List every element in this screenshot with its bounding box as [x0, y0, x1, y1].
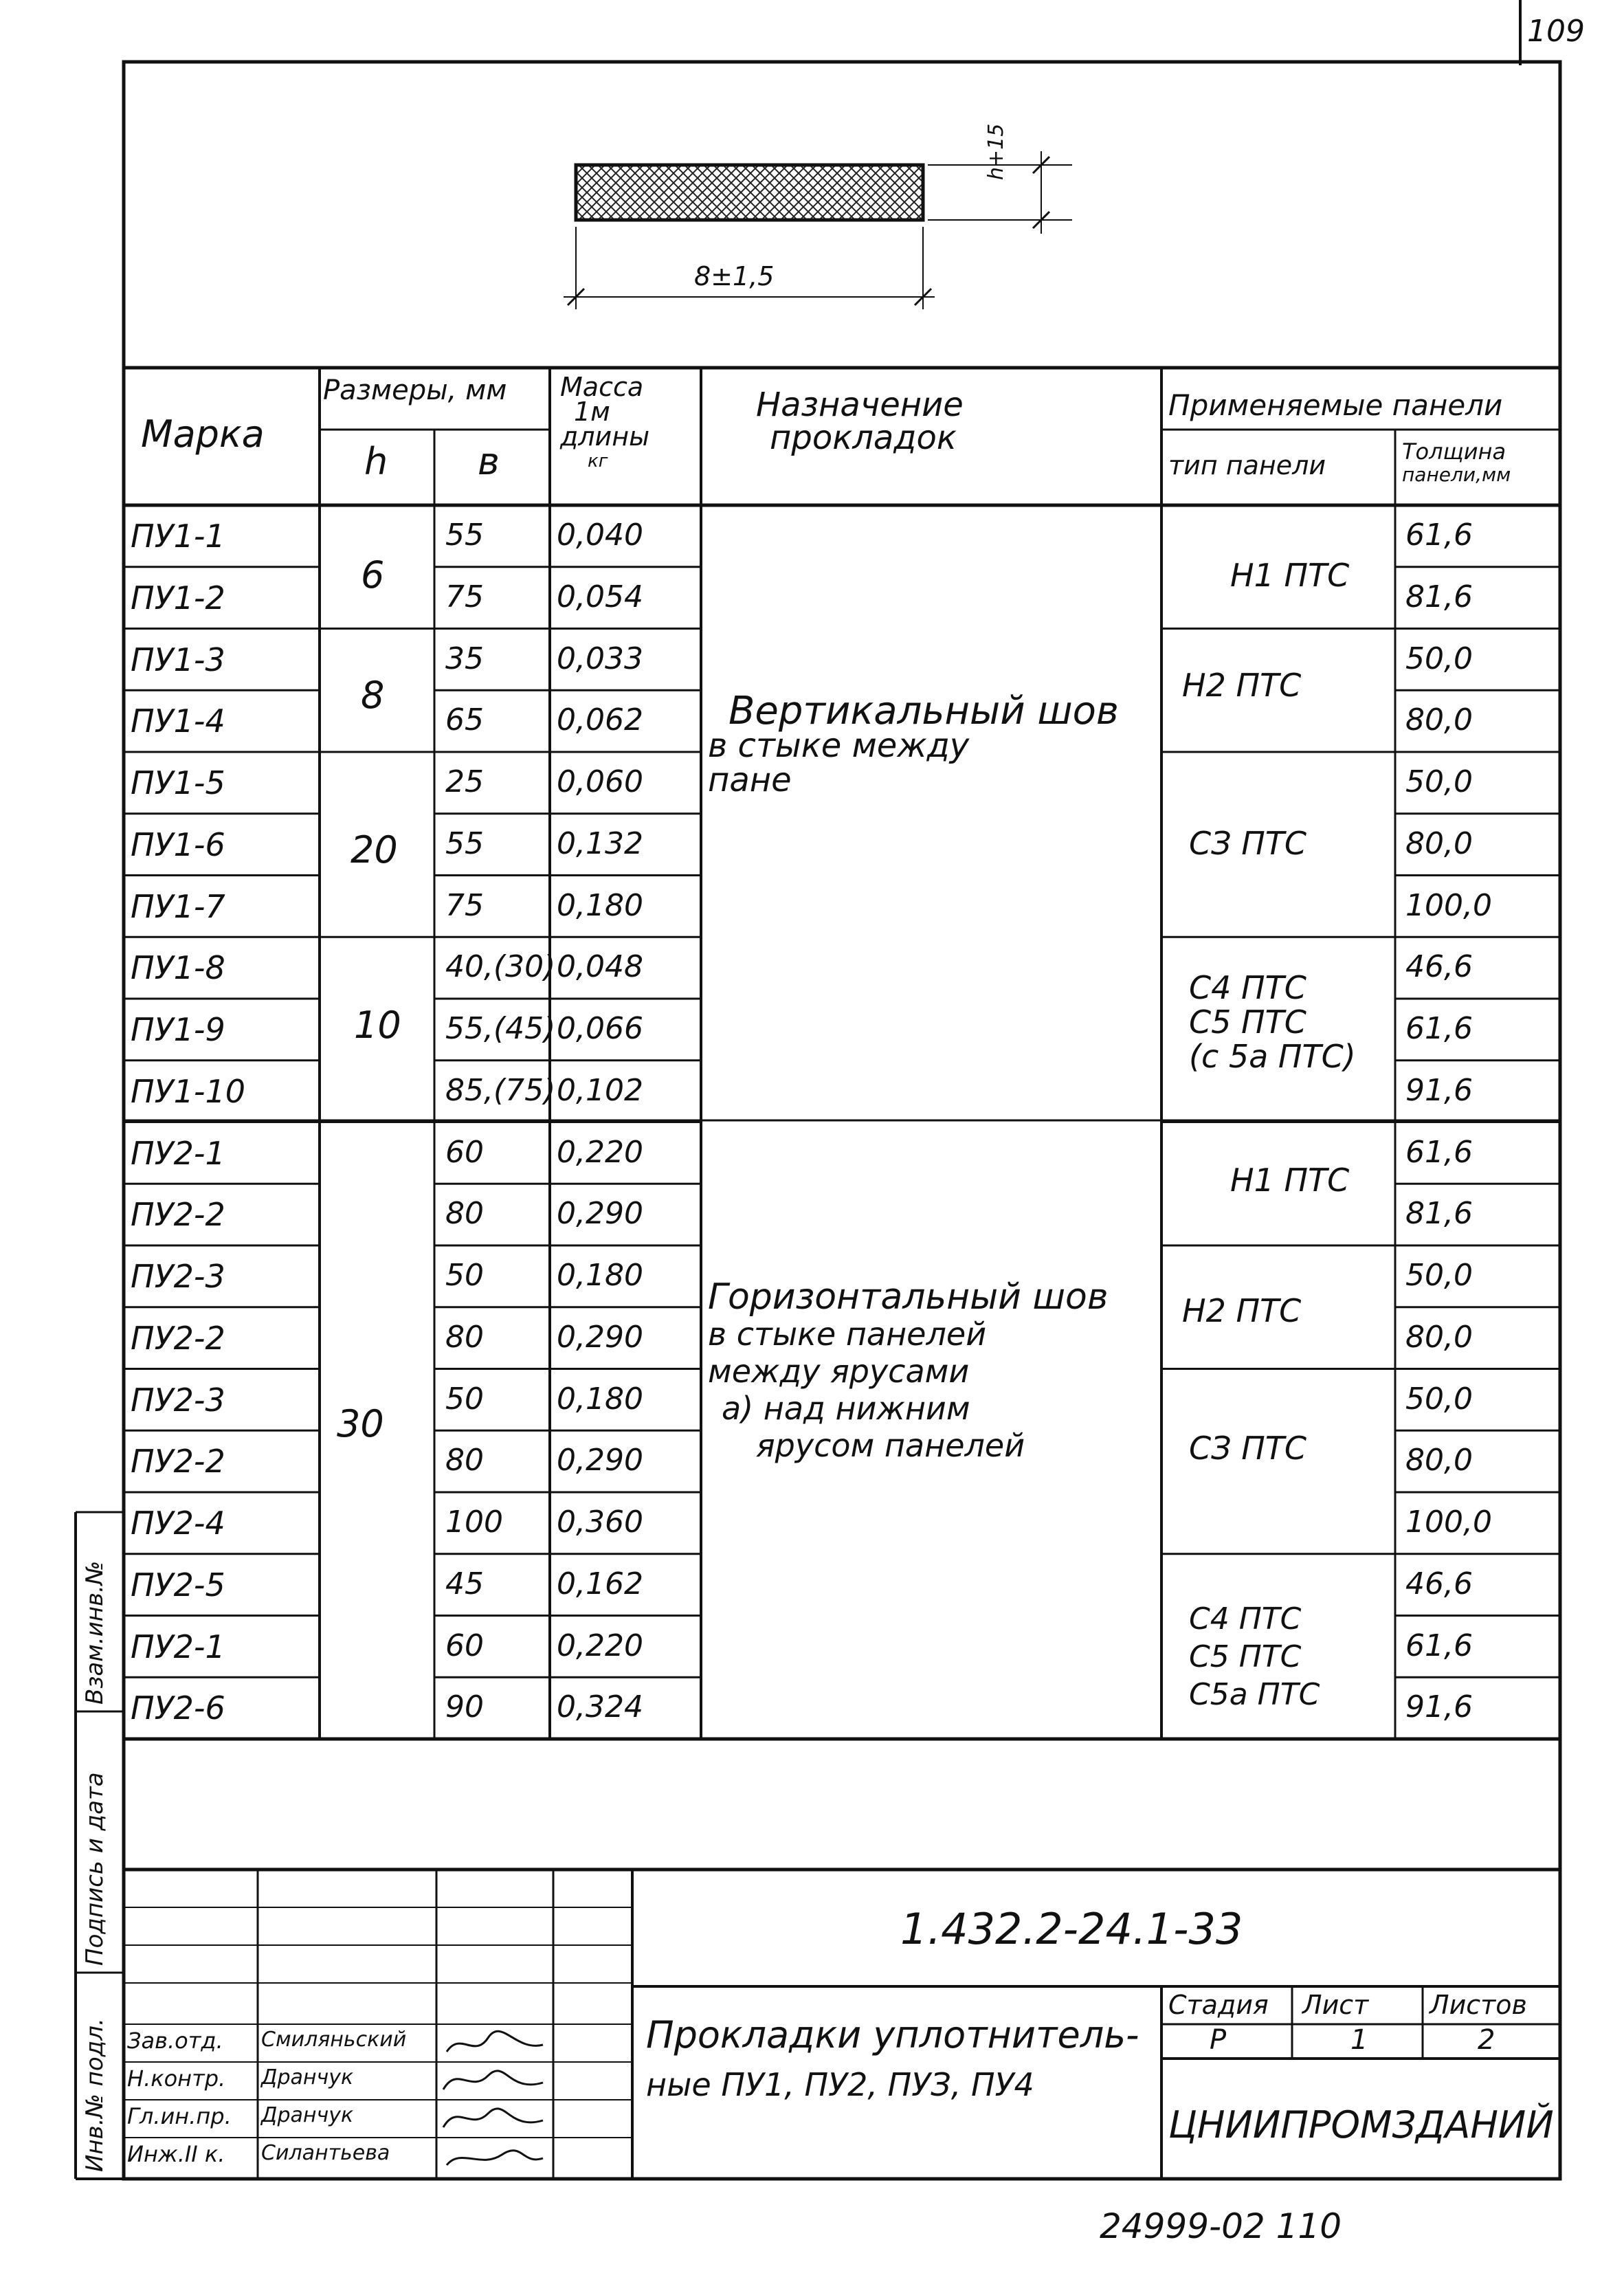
stamp-name-2: Дранчук [261, 2065, 354, 2089]
purpose-horizontal-line1: Горизонтальный шов [708, 1276, 1109, 1318]
row-thickness: 46,6 [1405, 1566, 1473, 1601]
row-mark: ПУ1-4 [131, 702, 225, 740]
row-width: 55 [445, 825, 484, 861]
panel-type-8: Н2 ПТС [1182, 1292, 1302, 1329]
row-width: 50 [445, 1258, 484, 1293]
header-b: в [478, 440, 500, 483]
row-mark: ПУ2-4 [131, 1505, 225, 1542]
row-thickness: 61,6 [1405, 1011, 1473, 1046]
purpose-horizontal-line2: в стыке панелей [708, 1316, 987, 1353]
row-thickness: 50,0 [1405, 1381, 1473, 1417]
panel-type-2: Н2 ПТС [1182, 667, 1302, 704]
stamp-name-4: Силантьева [261, 2141, 390, 2165]
row-width: 60 [445, 1628, 484, 1663]
header-mass-line2: 1м [574, 397, 610, 427]
header-mass-line4: кг [588, 451, 608, 472]
purpose-vertical-line1: Вертикальный шов [728, 689, 1119, 733]
row-width: 80 [445, 1196, 484, 1232]
row-thickness: 50,0 [1405, 1258, 1473, 1293]
row-mark: ПУ1-9 [131, 1011, 225, 1048]
row-width: 100 [445, 1505, 503, 1540]
row-mass: 0,033 [557, 641, 643, 676]
row-mark: ПУ2-1 [131, 1134, 225, 1172]
stamp-role-2: Н.контр. [127, 2065, 226, 2092]
purpose-vertical-line3: пане [708, 761, 792, 799]
row-mass: 0,062 [557, 702, 643, 738]
panel-type-11: С5 ПТС [1189, 1639, 1302, 1674]
row-mass: 0,180 [557, 1381, 643, 1417]
h-group-1: 6 [361, 553, 385, 597]
purpose-horizontal-line3: между ярусами [708, 1353, 970, 1390]
doc-title [646, 2010, 1139, 2109]
row-mark: ПУ1-6 [131, 825, 225, 863]
panel-type-10: С4 ПТС [1189, 1601, 1302, 1637]
header-purpose [756, 386, 964, 457]
panel-type-9: СЗ ПТС [1189, 1430, 1307, 1467]
stamp-role-1: Зав.отд. [127, 2028, 223, 2054]
header-mass-line1: Масса [560, 372, 644, 402]
row-mark: ПУ1-5 [131, 764, 225, 801]
row-thickness: 50,0 [1405, 764, 1473, 799]
row-mass: 0,102 [557, 1072, 643, 1108]
row-thickness: 46,6 [1405, 949, 1473, 985]
sheet-label: Лист [1302, 1990, 1369, 2020]
row-thickness: 80,0 [1405, 1443, 1473, 1478]
row-width: 80 [445, 1443, 484, 1478]
stage-value: Р [1210, 2024, 1227, 2056]
row-width: 90 [445, 1689, 484, 1725]
purpose-horizontal [708, 1278, 1109, 1464]
row-mass: 0,162 [557, 1566, 643, 1601]
row-width: 25 [445, 764, 484, 799]
row-width: 40,(30) [445, 949, 556, 985]
row-mass: 0,132 [557, 825, 643, 861]
side-label-sign: Подпись и дата [81, 1772, 109, 1966]
side-label-inv: Инв.№ подл. [81, 2018, 109, 2172]
row-width: 35 [445, 641, 484, 676]
panel-type-1: Н1 ПТС [1230, 557, 1350, 594]
signatures [440, 2024, 553, 2179]
row-mass: 0,290 [557, 1319, 643, 1355]
dimension-height-label: h+15 [984, 123, 1008, 180]
row-thickness: 100,0 [1405, 1505, 1492, 1540]
row-thickness: 80,0 [1405, 1319, 1473, 1355]
row-width: 45 [445, 1566, 484, 1601]
row-mark: ПУ2-2 [131, 1196, 225, 1234]
purpose-vertical [708, 689, 1119, 799]
row-mass: 0,324 [557, 1689, 643, 1725]
row-mass: 0,066 [557, 1011, 643, 1046]
row-mark: ПУ2-5 [131, 1566, 225, 1604]
row-width: 75 [445, 579, 484, 614]
row-thickness: 100,0 [1405, 887, 1492, 923]
purpose-horizontal-line5: ярусом панелей [756, 1427, 1025, 1464]
purpose-horizontal-line4: а) над нижним [722, 1390, 970, 1427]
row-thickness: 61,6 [1405, 1134, 1473, 1170]
stamp-name-3: Дранчук [261, 2103, 354, 2127]
row-mass: 0,180 [557, 887, 643, 923]
organization: ЦНИИПРОМЗДАНИЙ [1168, 2103, 1554, 2147]
header-purpose-line1: Назначение [756, 386, 964, 424]
row-mark: ПУ1-10 [131, 1072, 246, 1110]
row-thickness: 91,6 [1405, 1689, 1473, 1725]
row-width: 55,(45) [445, 1011, 556, 1046]
row-mark: ПУ2-2 [131, 1443, 225, 1481]
row-thickness: 61,6 [1405, 518, 1473, 553]
h-group-3: 20 [351, 828, 398, 872]
header-mass [560, 372, 650, 474]
row-width: 50 [445, 1381, 484, 1417]
header-purpose-line2: прокладок [770, 419, 957, 457]
row-mass: 0,054 [557, 579, 643, 614]
stamp-name-1: Смиляньский [261, 2028, 407, 2052]
row-mass: 0,290 [557, 1196, 643, 1232]
panel-type-4: С4 ПТС [1189, 969, 1306, 1006]
stage-label: Стадия [1168, 1990, 1269, 2020]
h-group-4: 10 [354, 1004, 401, 1047]
stamp-role-4: Инж.II к. [127, 2141, 225, 2167]
row-mark: ПУ2-2 [131, 1319, 225, 1357]
row-mass: 0,360 [557, 1505, 643, 1540]
header-h: h [364, 440, 388, 483]
header-thickness-line1: Толщина [1402, 439, 1506, 465]
panel-type-6: (с 5а ПТС) [1189, 1038, 1356, 1075]
h-group-2: 8 [361, 674, 385, 717]
panel-type-12: С5а ПТС [1189, 1677, 1320, 1712]
header-mass-line3: длины [560, 421, 650, 452]
panel-type-5: С5 ПТС [1189, 1004, 1306, 1041]
row-mass: 0,040 [557, 518, 643, 553]
row-width: 75 [445, 887, 484, 923]
row-width: 65 [445, 702, 484, 738]
row-mass: 0,060 [557, 764, 643, 799]
row-mark: ПУ1-8 [131, 949, 225, 987]
row-width: 60 [445, 1134, 484, 1170]
row-mark: ПУ1-7 [131, 887, 225, 925]
header-mark: Марка [141, 412, 265, 456]
footer-code: 24999-02 110 [1100, 2206, 1342, 2246]
row-thickness: 61,6 [1405, 1628, 1473, 1663]
sheets-label: Листов [1430, 1990, 1527, 2020]
page-number: 109 [1527, 14, 1585, 49]
side-label-replace: Взам.инв.№ [81, 1560, 109, 1705]
panel-type-7: Н1 ПТС [1230, 1162, 1350, 1199]
purpose-vertical-line2: в стыке между [708, 727, 970, 765]
row-thickness: 50,0 [1405, 641, 1473, 676]
header-thickness-line2: панели,мм [1402, 463, 1511, 486]
row-thickness: 81,6 [1405, 1196, 1473, 1232]
row-mass: 0,220 [557, 1134, 643, 1170]
row-thickness: 80,0 [1405, 702, 1473, 738]
row-mass: 0,220 [557, 1628, 643, 1663]
row-thickness: 80,0 [1405, 825, 1473, 861]
row-thickness: 81,6 [1405, 579, 1473, 614]
row-mark: ПУ2-3 [131, 1258, 225, 1295]
panel-type-3: СЗ ПТС [1189, 825, 1307, 862]
row-mass: 0,180 [557, 1258, 643, 1293]
header-panels: Применяемые панели [1168, 388, 1503, 422]
row-mark: ПУ1-2 [131, 579, 225, 617]
row-mark: ПУ1-1 [131, 518, 225, 555]
row-mark: ПУ2-3 [131, 1381, 225, 1419]
row-mark: ПУ1-3 [131, 641, 225, 678]
row-mark: ПУ2-1 [131, 1628, 225, 1665]
header-thickness [1402, 440, 1511, 487]
row-width: 55 [445, 518, 484, 553]
row-thickness: 91,6 [1405, 1072, 1473, 1108]
header-sizes: Размеры, мм [323, 375, 507, 406]
doc-title-line1: Прокладки уплотнитель- [646, 2013, 1139, 2056]
header-panel-type: тип панели [1168, 450, 1326, 480]
sheets-value: 2 [1478, 2024, 1495, 2056]
stamp-role-3: Гл.ин.пр. [127, 2103, 232, 2129]
doc-title-line2: ные ПУ1, ПУ2, ПУЗ, ПУ4 [646, 2066, 1034, 2103]
row-mass: 0,048 [557, 949, 643, 985]
h-group-5: 30 [337, 1402, 384, 1445]
row-width: 80 [445, 1319, 484, 1355]
dimension-width-label: 8±1,5 [694, 261, 775, 291]
sheet-value: 1 [1350, 2024, 1368, 2056]
row-mark: ПУ2-6 [131, 1689, 225, 1727]
doc-code: 1.432.2-24.1-33 [900, 1904, 1243, 1954]
row-width: 85,(75) [445, 1072, 556, 1108]
row-mass: 0,290 [557, 1443, 643, 1478]
